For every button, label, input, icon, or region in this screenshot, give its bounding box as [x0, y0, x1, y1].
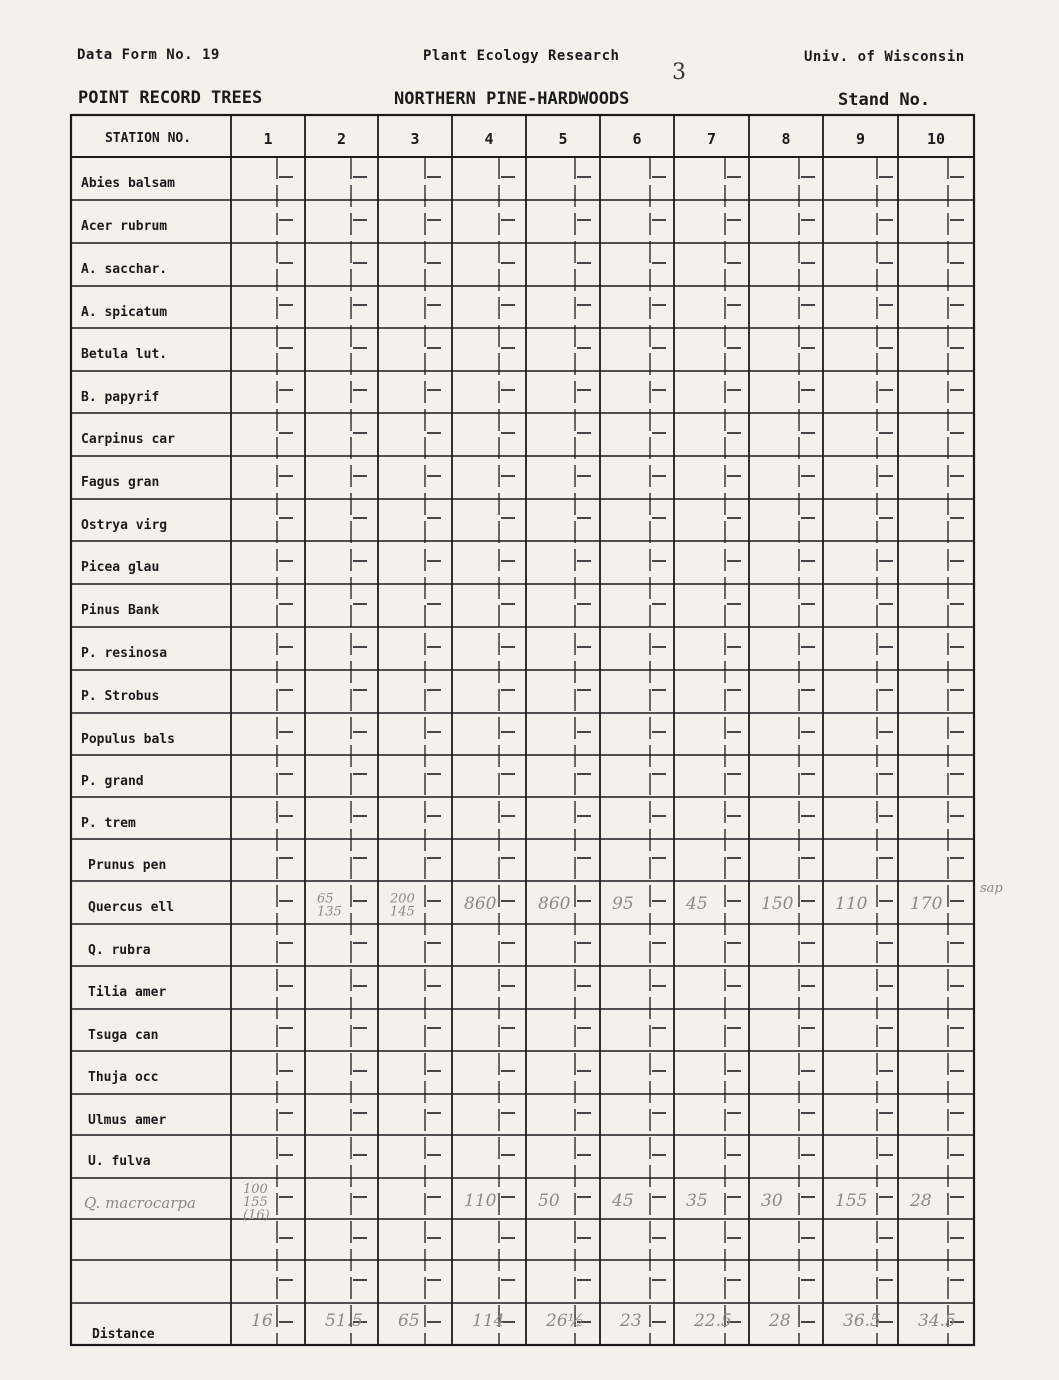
species-label: Carpinus car [81, 432, 175, 447]
station-1-header: 1 [263, 130, 273, 148]
q-macrocarpa-entry: 110 [464, 1191, 497, 1211]
species-label: B. papyrif [81, 390, 160, 405]
form-subtitle: NORTHERN PINE-HARDWOODS [394, 89, 630, 109]
species-label: P. trem [81, 816, 136, 831]
station-9-header: 9 [855, 130, 866, 148]
table-border [71, 115, 974, 1345]
species-label: Fagus gran [81, 475, 160, 490]
q-macrocarpa-entry: 28 [910, 1191, 932, 1211]
species-label: Ostrya virg [81, 518, 168, 533]
station-10-header: 10 [926, 130, 946, 148]
q-macrocarpa-entry: 155 [835, 1191, 868, 1211]
q-macrocarpa-entry: 50 [538, 1191, 560, 1211]
q-macrocarpa-entry: (16) [243, 1208, 270, 1223]
species-label: P. Strobus [81, 689, 160, 704]
quercus-ell-entry: 200 [390, 891, 415, 907]
quercus-ell-entry: 860 [464, 894, 497, 914]
species-label: Acer rubrum [81, 219, 168, 234]
handwritten-species-label: Q. macrocarpa [84, 1194, 196, 1212]
species-label: A. spicatum [81, 305, 168, 320]
species-label: Picea glau [81, 560, 160, 575]
distance-entry: 16 [251, 1311, 273, 1331]
quercus-ell-entry: 150 [761, 894, 794, 914]
distance-entry: 114 [472, 1311, 505, 1331]
quercus-ell-entry: 65 [317, 891, 334, 907]
species-label: Abies balsam [81, 176, 175, 191]
species-label: Prunus pen [88, 858, 167, 873]
stand-number-label: Stand No. [838, 90, 931, 110]
species-label: Tilia amer [88, 985, 167, 1000]
quercus-ell-entry: 170 [910, 894, 943, 914]
q-macrocarpa-entry: 155 [243, 1195, 268, 1210]
distance-entry: 28 [769, 1311, 791, 1331]
species-label: P. resinosa [81, 646, 168, 661]
species-label: P. grand [81, 774, 144, 789]
quercus-ell-entry: 135 [317, 904, 342, 920]
species-label: Thuja occ [88, 1070, 159, 1085]
quercus-ell-entry: 145 [390, 904, 415, 920]
distance-entry: 23 [620, 1311, 642, 1331]
distance-label: Distance [92, 1327, 155, 1342]
form-number: Data Form No. 19 [77, 47, 220, 63]
species-label: Quercus ell [88, 900, 175, 915]
species-label: Q. rubra [88, 943, 151, 958]
distance-entry: 65 [398, 1311, 420, 1331]
station-5-header: 5 [558, 130, 568, 148]
distance-entry: 22.5 [694, 1311, 732, 1331]
page-number: 3 [672, 60, 686, 85]
species-label: Betula lut. [81, 347, 168, 362]
distance-entry: 51.5 [325, 1311, 363, 1331]
q-macrocarpa-entry: 100 [243, 1182, 268, 1197]
q-macrocarpa-entry: 35 [686, 1191, 708, 1211]
distance-entry: 34.5 [918, 1311, 956, 1331]
q-macrocarpa-entry: 30 [761, 1191, 783, 1211]
distance-entry: 36.5 [843, 1311, 881, 1331]
station-no-label: STATION NO. [104, 131, 192, 146]
form-title: POINT RECORD TREES [78, 88, 263, 108]
q-macrocarpa-entry: 45 [612, 1191, 634, 1211]
university-name: Univ. of Wisconsin [804, 49, 965, 65]
species-label: A. sacchar. [81, 262, 168, 277]
species-label: Populus bals [81, 732, 175, 747]
station-3-header: 3 [410, 130, 420, 148]
margin-note: sap [980, 881, 1003, 896]
station-8-header: 8 [781, 130, 791, 148]
org-name: Plant Ecology Research [423, 48, 620, 64]
quercus-ell-entry: 95 [612, 894, 634, 914]
quercus-ell-entry: 860 [538, 894, 571, 914]
station-2-header: 2 [336, 130, 347, 148]
station-6-header: 6 [632, 130, 642, 148]
distance-entry: 26½ [546, 1311, 585, 1331]
species-label: Ulmus amer [88, 1113, 167, 1128]
quercus-ell-entry: 110 [835, 894, 868, 914]
species-label: U. fulva [88, 1154, 151, 1169]
station-7-header: 7 [706, 130, 717, 148]
station-4-header: 4 [484, 130, 494, 148]
species-label: Tsuga can [88, 1028, 159, 1043]
species-label: Pinus Bank [81, 603, 160, 618]
quercus-ell-entry: 45 [686, 894, 708, 914]
